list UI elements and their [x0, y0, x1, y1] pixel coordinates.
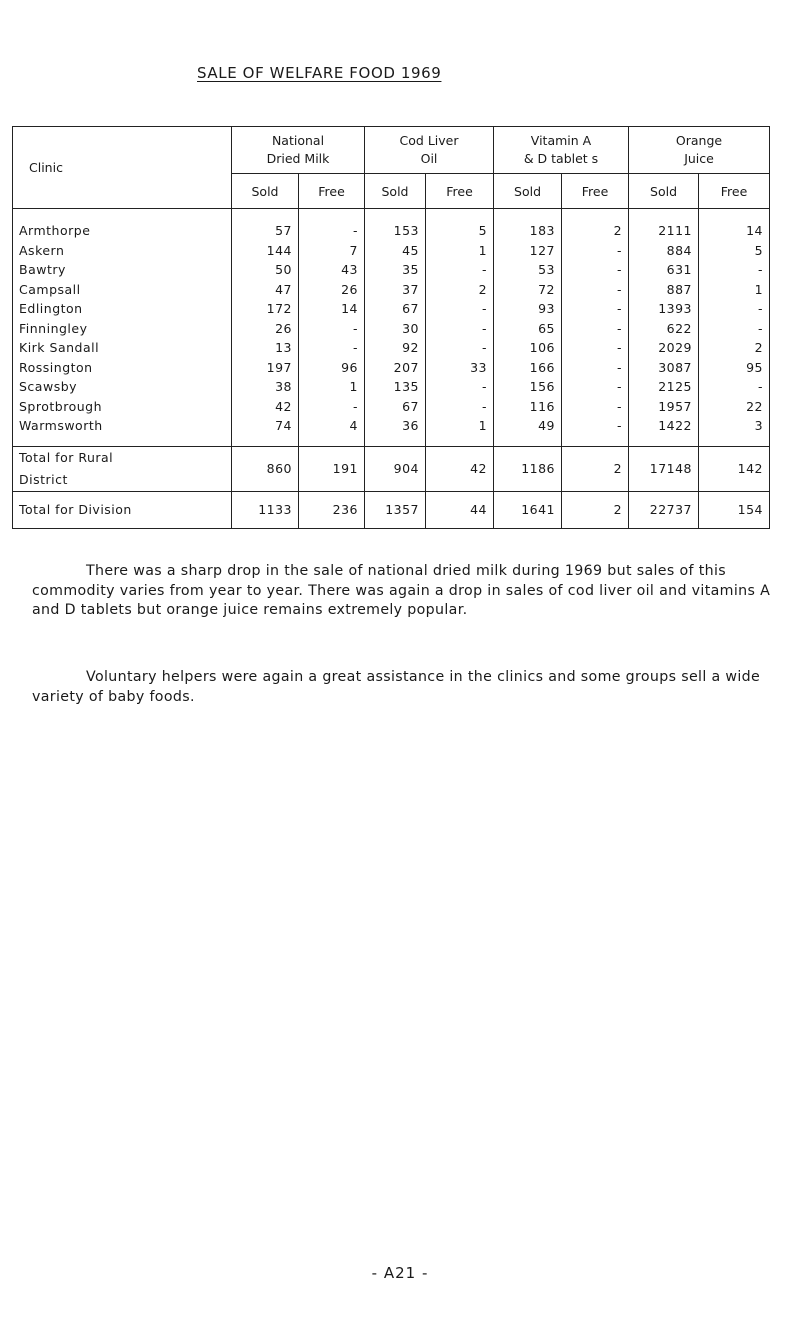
table-cell: 42: [232, 397, 299, 417]
table-cell: 45: [365, 241, 426, 261]
table-cell: 135: [365, 377, 426, 397]
clinic-name: Scawsby: [13, 377, 232, 397]
table-cell: 42: [426, 446, 494, 491]
table-cell: 3: [699, 416, 770, 446]
table-cell: 33: [426, 358, 494, 378]
table-cell: 67: [365, 299, 426, 319]
table-row: [13, 358, 770, 378]
table-cell: 142: [699, 446, 770, 491]
table-cell: 144: [232, 241, 299, 261]
table-cell: 1133: [232, 491, 299, 528]
table-cell: -: [426, 397, 494, 417]
table-cell: 57: [232, 209, 299, 241]
table-cell: 116: [494, 397, 562, 417]
table-cell: -: [562, 358, 629, 378]
table-row: [13, 280, 770, 300]
table-cell: -: [426, 338, 494, 358]
table-cell: 22: [699, 397, 770, 417]
sub-header: Free: [299, 174, 365, 209]
table-cell: 96: [299, 358, 365, 378]
table-cell: -: [426, 319, 494, 339]
table-cell: -: [562, 416, 629, 446]
clinic-name: Kirk Sandall: [13, 338, 232, 358]
sub-header: Free: [426, 174, 494, 209]
table-cell: -: [699, 299, 770, 319]
table-cell: -: [699, 377, 770, 397]
table-cell: 153: [365, 209, 426, 241]
table-body: [13, 209, 770, 447]
table-cell: 1393: [629, 299, 699, 319]
table-cell: 236: [299, 491, 365, 528]
clinic-name: Askern: [13, 241, 232, 261]
table-cell: 74: [232, 416, 299, 446]
clinic-name: Finningley: [13, 319, 232, 339]
table-cell: 207: [365, 358, 426, 378]
table-cell: -: [426, 260, 494, 280]
totals: [13, 446, 770, 528]
table-cell: 93: [494, 299, 562, 319]
table-cell: 191: [299, 446, 365, 491]
sub-header: Sold: [494, 174, 562, 209]
table-cell: 2: [699, 338, 770, 358]
group-header-dried-milk: National Dried Milk: [232, 127, 365, 174]
table-cell: -: [426, 377, 494, 397]
table-row: [13, 397, 770, 417]
clinic-name: Armthorpe: [13, 209, 232, 241]
table-cell: -: [299, 397, 365, 417]
table-cell: -: [562, 338, 629, 358]
table-cell: 183: [494, 209, 562, 241]
table-cell: 1: [426, 241, 494, 261]
table-cell: 1641: [494, 491, 562, 528]
table-cell: 622: [629, 319, 699, 339]
table-cell: 1: [299, 377, 365, 397]
table-cell: 172: [232, 299, 299, 319]
table-cell: -: [426, 299, 494, 319]
table-row: [13, 209, 770, 241]
table-cell: -: [562, 377, 629, 397]
table-row: [13, 377, 770, 397]
table-cell: 26: [232, 319, 299, 339]
table-cell: 2: [562, 209, 629, 241]
table-cell: 7: [299, 241, 365, 261]
total-division-row: [13, 491, 770, 528]
group-header-vitamin-tablets: Vitamin A & D tablet s: [494, 127, 629, 174]
sub-header: Sold: [365, 174, 426, 209]
table-cell: -: [562, 260, 629, 280]
table-cell: 166: [494, 358, 562, 378]
paragraph-voluntary-helpers: Voluntary helpers were again a great assistance in the clinics and some groups sell a wide variety of baby foods.: [32, 669, 761, 705]
table-cell: 1957: [629, 397, 699, 417]
table-cell: 1422: [629, 416, 699, 446]
table-cell: 72: [494, 280, 562, 300]
table-cell: 2125: [629, 377, 699, 397]
table-cell: 106: [494, 338, 562, 358]
table-cell: -: [699, 260, 770, 280]
page-title: SALE OF WELFARE FOOD 1969: [197, 64, 442, 82]
table-cell: 22737: [629, 491, 699, 528]
table-cell: 127: [494, 241, 562, 261]
clinic-name: Sprotbrough: [13, 397, 232, 417]
table-cell: 1186: [494, 446, 562, 491]
table-cell: 5: [699, 241, 770, 261]
table-cell: 35: [365, 260, 426, 280]
table-cell: 49: [494, 416, 562, 446]
table-cell: 17148: [629, 446, 699, 491]
table-cell: 2029: [629, 338, 699, 358]
clinic-name: Campsall: [13, 280, 232, 300]
table-cell: 3087: [629, 358, 699, 378]
table-cell: -: [299, 209, 365, 241]
table-cell: -: [299, 319, 365, 339]
group-header-cod-liver-oil: Cod Liver Oil: [365, 127, 494, 174]
table-cell: 631: [629, 260, 699, 280]
table-cell: 887: [629, 280, 699, 300]
table-cell: 14: [699, 209, 770, 241]
table-cell: 197: [232, 358, 299, 378]
table-cell: 5: [426, 209, 494, 241]
table-cell: -: [562, 319, 629, 339]
table-cell: 2: [562, 491, 629, 528]
table-cell: 1: [699, 280, 770, 300]
sub-header: Sold: [232, 174, 299, 209]
table-cell: 38: [232, 377, 299, 397]
table-cell: 53: [494, 260, 562, 280]
clinic-name: Bawtry: [13, 260, 232, 280]
total-label: Total for Rural District: [13, 446, 232, 491]
table-cell: 2111: [629, 209, 699, 241]
table-cell: -: [562, 299, 629, 319]
clinic-name: Warmsworth: [13, 416, 232, 446]
table-cell: 154: [699, 491, 770, 528]
table-cell: 2: [562, 446, 629, 491]
table-cell: -: [699, 319, 770, 339]
table-cell: 95: [699, 358, 770, 378]
total-label: Total for Division: [13, 491, 232, 528]
table-row: [13, 260, 770, 280]
sub-header: Sold: [629, 174, 699, 209]
table-cell: 4: [299, 416, 365, 446]
table-cell: 37: [365, 280, 426, 300]
total-rural-row: [13, 446, 770, 491]
table-cell: 67: [365, 397, 426, 417]
page-number: - A21 -: [371, 1264, 429, 1282]
clinic-name: Rossington: [13, 358, 232, 378]
table-cell: -: [562, 397, 629, 417]
table-cell: -: [562, 280, 629, 300]
table-cell: 92: [365, 338, 426, 358]
table-cell: 1357: [365, 491, 426, 528]
table-row: [13, 299, 770, 319]
table-cell: 860: [232, 446, 299, 491]
table-cell: 26: [299, 280, 365, 300]
sub-header: Free: [562, 174, 629, 209]
table-row: [13, 241, 770, 261]
group-header-orange-juice: Orange Juice: [629, 127, 770, 174]
table-cell: 2: [426, 280, 494, 300]
table-cell: 36: [365, 416, 426, 446]
table-cell: 156: [494, 377, 562, 397]
welfare-food-table: [12, 126, 770, 529]
table-cell: 65: [494, 319, 562, 339]
table-cell: 1: [426, 416, 494, 446]
table-row: [13, 338, 770, 358]
table-cell: 47: [232, 280, 299, 300]
table-cell: 13: [232, 338, 299, 358]
table-cell: 904: [365, 446, 426, 491]
clinic-name: Edlington: [13, 299, 232, 319]
table-cell: 44: [426, 491, 494, 528]
clinic-header: Clinic: [13, 127, 232, 209]
table-cell: -: [562, 241, 629, 261]
table-cell: 43: [299, 260, 365, 280]
table-cell: 30: [365, 319, 426, 339]
table-cell: 884: [629, 241, 699, 261]
table-cell: 14: [299, 299, 365, 319]
table-cell: -: [299, 338, 365, 358]
sub-header: Free: [699, 174, 770, 209]
paragraph-sales-summary: There was a sharp drop in the sale of national dried milk during 1969 but sales of this commodity varies from year to year. There was again a drop in sales of cod liver oil and vitamins A and D tablets but orange juice remains extremely popular.: [32, 563, 771, 618]
table-row: [13, 319, 770, 339]
table-cell: 50: [232, 260, 299, 280]
table-row: [13, 416, 770, 446]
